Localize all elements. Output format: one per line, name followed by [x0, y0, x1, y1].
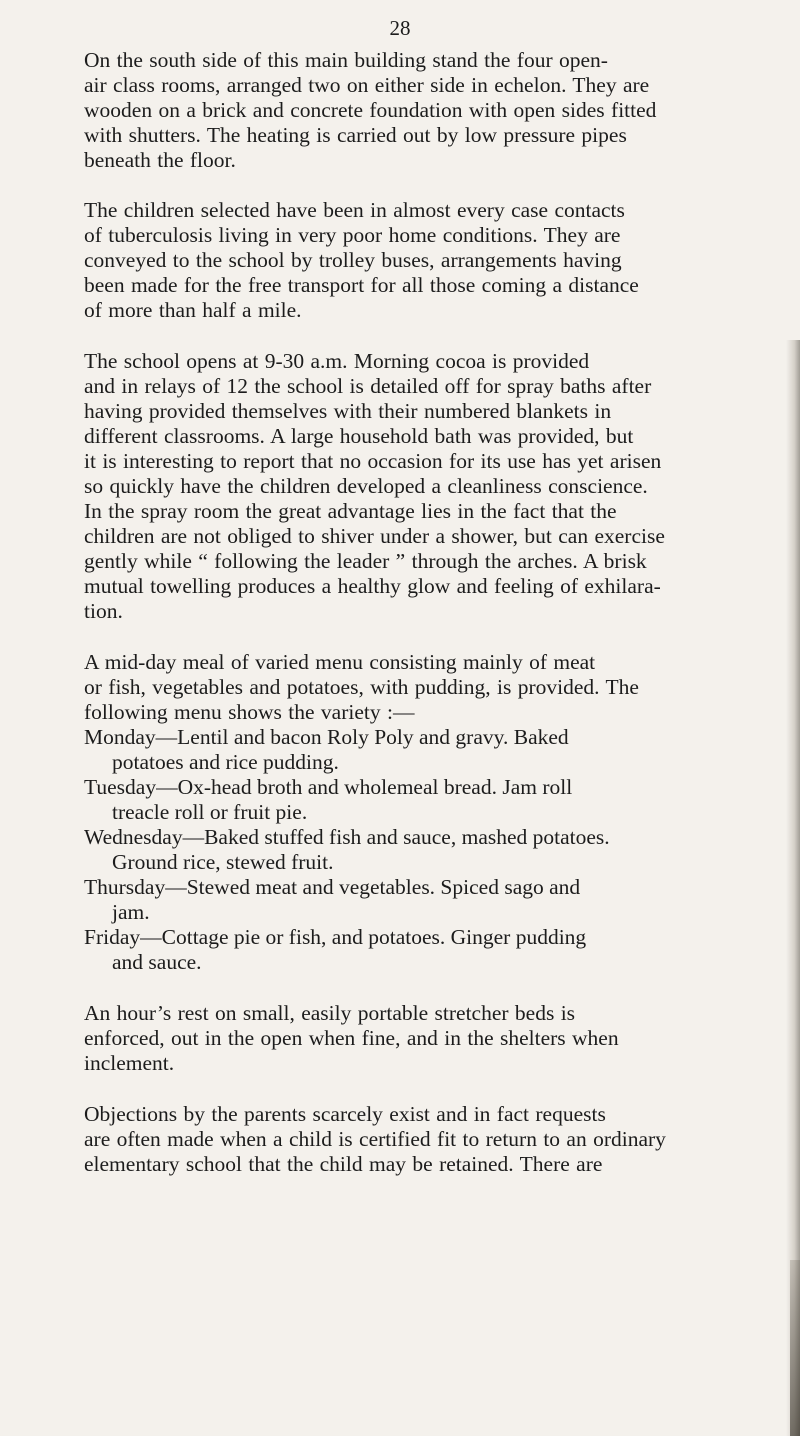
weekly-menu-list [84, 725, 784, 975]
menu-item-tuesday: Tuesday—Ox-head broth and wholemeal bread. Jam roll treacle roll or fruit pie. [84, 775, 573, 824]
menu-item-thursday: Thursday—Stewed meat and vegetables. Spiced sago and jam. [84, 875, 581, 924]
menu-item-wednesday: Wednesday—Baked stuffed fish and sauce, mashed potatoes. Ground rice, stewed fruit. [84, 825, 610, 874]
paragraph-school-routine: The school opens at 9-30 a.m. Morning cocoa is provided and in relays of 12 the school is detailed off for spray baths after having provided themselves with their numbered blankets in different classrooms. A large household bath was provided, but it is interesting to report that no occasion for its use has yet arisen so quickly have the children developed a cleanliness conscience. In the spray room the great advantage lies in the fact that the children are not obliged to shiver under a shower, but can exercise gently while “ following the leader ” through the arches. A brisk mutual towelling produces a healthy glow and feeling of exhilara- tion. [84, 349, 665, 623]
paragraph-open-air-classrooms: On the south side of this main building stand the four open- air class rooms, arranged two on either side in echelon. They are wooden on a brick and concrete foundation with open sides fitted with shutters. The heating is carried out by low pressure pipes beneath the floor. [84, 48, 657, 172]
paragraph-rest-hour: An hour’s rest on small, easily portable stretcher beds is enforced, out in the open when fine, and in the shelters when inclement. [84, 1001, 619, 1075]
paragraph-mid-day-meal: A mid-day meal of varied menu consisting mainly of meat or fish, vegetables and potatoes, with pudding, is provided. The following menu shows the variety :— [84, 650, 639, 724]
body-text [84, 48, 784, 1177]
paragraph-children-selected: The children selected have been in almost every case contacts of tuberculosis living in very poor home conditions. They are conveyed to the school by trolley buses, arrangements having been made for the free transport for all those coming a distance of more than half a mile. [84, 198, 639, 322]
page-number: 28 [389, 16, 411, 40]
paragraph-parent-objections: Objections by the parents scarcely exist and in fact requests are often made when a child is certified fit to return to an ordinary elementary school that the child may be retained. There are [84, 1102, 666, 1176]
menu-item-monday: Monday—Lentil and bacon Roly Poly and gravy. Baked potatoes and rice pudding. [84, 725, 569, 774]
menu-item-friday: Friday—Cottage pie or fish, and potatoes. Ginger pudding and sauce. [84, 925, 587, 974]
page-edge-shadow-lower [790, 1260, 800, 1436]
